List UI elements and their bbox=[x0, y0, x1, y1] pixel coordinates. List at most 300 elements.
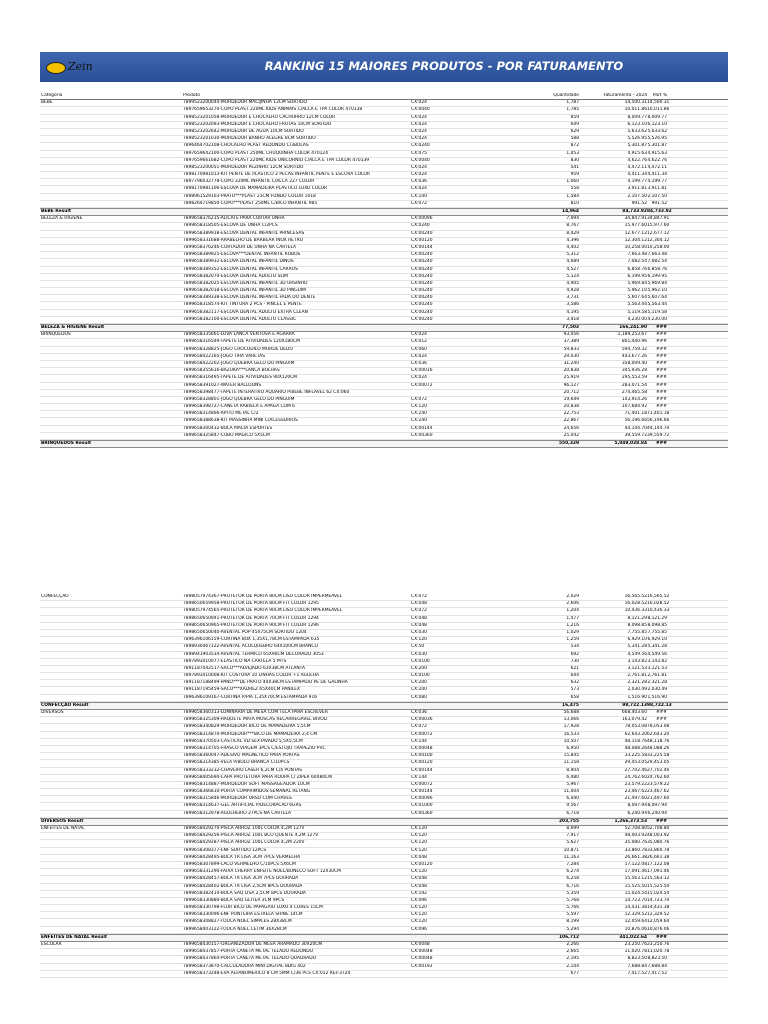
cell-produto-code: CX:00240 bbox=[411, 295, 433, 301]
cell-faturamento: 4,411.34 bbox=[627, 172, 647, 178]
cell-faturamento: 12,059.64 bbox=[624, 919, 647, 925]
cell-produto bbox=[183, 404, 511, 410]
cell-produto-desc: 7898170981013-KIT PENTE DE PLASTICO 2 PECAS INFANTIL PENTE E ESCOVA COLOR bbox=[183, 172, 370, 178]
cell-produto-desc: 7898523201030-MORDEDOR BANHO ALEGRE 8CM SORTIDO bbox=[183, 136, 316, 142]
cell-categoria bbox=[40, 136, 183, 142]
cell-part-extra bbox=[667, 100, 690, 106]
cell-faturamento: 23,467.62 bbox=[624, 789, 647, 795]
table-row bbox=[40, 919, 728, 926]
cell-part-extra bbox=[667, 325, 690, 331]
table-row bbox=[40, 100, 728, 107]
table-row bbox=[40, 317, 728, 324]
cell-quantidade: 658 bbox=[570, 694, 579, 700]
cell-part-extra bbox=[667, 194, 690, 200]
cell-quantidade: 2,029 bbox=[566, 594, 579, 599]
table-row bbox=[40, 151, 728, 158]
cell-quantidade: 1,477 bbox=[566, 615, 579, 621]
cell-quantidade: 77,503 bbox=[562, 325, 579, 330]
cell-categoria bbox=[40, 840, 183, 846]
cell-quantidade: 872 bbox=[570, 143, 579, 149]
cell-produto-desc: 7899658330880-BOLA SAQ GLITER 3CM 9PCS bbox=[183, 897, 285, 903]
cell-produto bbox=[183, 115, 511, 121]
cell-categoria bbox=[40, 891, 183, 897]
cell-quantidade: 6,716 bbox=[566, 883, 579, 889]
cell-part: 4,199.77 bbox=[647, 179, 667, 185]
cell-faturamento: 4,622.76 bbox=[627, 157, 647, 163]
cell-part-extra bbox=[667, 347, 690, 353]
table-row bbox=[40, 840, 728, 847]
table-row bbox=[40, 418, 728, 425]
cell-quantidade: 5,124 bbox=[566, 273, 579, 279]
cell-produto-code: CX:00096 bbox=[411, 216, 433, 222]
cell-categoria: BELEZA & HIGIENE bbox=[41, 216, 83, 222]
cell-categoria bbox=[40, 775, 183, 781]
cell-produto-desc: 7899658405694-CAPA PROTETORA PARA ROUPA C/ ZIPER 60X80CM bbox=[183, 774, 333, 780]
table-row bbox=[40, 115, 728, 122]
cell-part-extra bbox=[667, 122, 690, 128]
table-row bbox=[40, 122, 728, 129]
cell-quantidade: 20,712 bbox=[563, 389, 579, 395]
cell-produto-code: CX:00072 bbox=[411, 781, 433, 787]
cell-part: 2,321.28 bbox=[647, 680, 667, 686]
cell-part-extra bbox=[667, 768, 690, 774]
cell-faturamento: 62,643.20 bbox=[624, 731, 647, 737]
cell-categoria bbox=[40, 949, 183, 955]
cell-quantidade: 632 bbox=[570, 680, 579, 686]
cell-produto bbox=[183, 129, 511, 135]
cell-part: ### bbox=[655, 396, 667, 402]
cell-categoria bbox=[40, 760, 183, 766]
cell-faturamento: 3,121.53 bbox=[627, 665, 647, 671]
table-row bbox=[40, 971, 728, 978]
cell-produto-code: CX:200 bbox=[411, 680, 427, 686]
cell-produto bbox=[183, 687, 511, 693]
cell-part: 15,024.54 bbox=[647, 890, 670, 896]
cell-quantidade: 3,418 bbox=[566, 316, 579, 322]
cell-produto-desc: 7899658355616-BAZUKA***LANCA BOLHAS bbox=[183, 368, 280, 374]
cell-faturamento: 1,266,373.53 bbox=[614, 818, 647, 824]
cell-produto-code: CX:120 bbox=[411, 637, 427, 643]
table-row bbox=[40, 891, 728, 898]
cell-quantidade: 8,767 bbox=[566, 223, 579, 229]
cell-produto-code: CX:120 bbox=[411, 912, 427, 918]
cell-faturamento: 35,080.76 bbox=[624, 840, 647, 846]
cell-part-extra bbox=[667, 310, 690, 316]
cell-faturamento: 5,962.10 bbox=[627, 288, 647, 294]
cell-faturamento: 7,417.52 bbox=[627, 970, 647, 976]
cell-produto-desc: 7899658429287-PISCA ARROZ 100L COLOR 4,2M 220V bbox=[183, 840, 305, 846]
cell-produto-code: CX:00096 bbox=[411, 796, 433, 802]
cell-produto bbox=[183, 411, 511, 417]
cell-produto-desc: 7891187042517-SACO***ALVEJADO 63X38CM ATLANTA bbox=[183, 665, 305, 671]
cell-quantidade: 5,312 bbox=[566, 252, 579, 258]
logo-oval-icon bbox=[46, 62, 66, 74]
cell-produto-desc: 7899658376215-ALICATE PARA CORTAR UNHA bbox=[183, 216, 285, 222]
cell-categoria: BRINQUEDOS Result bbox=[41, 441, 92, 446]
cell-produto-code: CX:0240 bbox=[411, 143, 430, 149]
cell-produto bbox=[183, 151, 511, 157]
cell-produto bbox=[183, 186, 511, 192]
table-row bbox=[40, 956, 728, 963]
cell-produto-desc: 7899658315846-MORDEDOR URSO COM CHAVES bbox=[183, 796, 292, 802]
cell-quantidade: 677 bbox=[570, 970, 579, 976]
cell-quantidade: 4,905 bbox=[566, 280, 579, 286]
cell-produto-code: CX:072 bbox=[411, 608, 427, 614]
cell-produto-code: CX:120 bbox=[411, 919, 427, 925]
table-row bbox=[40, 136, 728, 143]
ranking-table-page-2 bbox=[40, 594, 728, 978]
cell-part: 12,059.64 bbox=[647, 919, 670, 925]
cell-produto-code: CX:030 bbox=[411, 629, 427, 635]
cell-part-extra bbox=[667, 158, 690, 164]
cell-produto bbox=[183, 644, 511, 650]
cell-categoria bbox=[40, 687, 183, 693]
cell-part-extra bbox=[667, 361, 690, 367]
cell-quantidade: 6,480 bbox=[566, 774, 579, 780]
cell-quantidade: 4,396 bbox=[566, 237, 579, 243]
cell-produto bbox=[183, 760, 511, 766]
cell-produto-desc: 7899658428402-BOLA TR LISA 2,5CM 8PCS DOURADA bbox=[183, 883, 303, 889]
cell-quantidade: 24,656 bbox=[563, 425, 579, 431]
cell-quantidade: 10,871 bbox=[563, 847, 579, 853]
table-row bbox=[40, 826, 728, 833]
cell-quantidade: 621 bbox=[570, 665, 579, 671]
cell-part: 4,622.76 bbox=[647, 157, 667, 163]
cell-produto-desc: 7899658335661-LUVA LANCA VENTOSA E AGARRA bbox=[183, 332, 295, 338]
cell-quantidade: 5,597 bbox=[566, 912, 579, 918]
cell-produto bbox=[183, 339, 511, 345]
table-row bbox=[40, 601, 728, 608]
cell-faturamento: 4,472.11 bbox=[627, 164, 647, 170]
cell-quantidade: 534 bbox=[570, 644, 579, 650]
cell-faturamento: 98,722.13 bbox=[622, 702, 647, 708]
cell-quantidade: 644 bbox=[570, 673, 579, 679]
cell-part-extra bbox=[667, 151, 690, 157]
cell-faturamento: 8,823.50 bbox=[627, 956, 647, 962]
cell-faturamento: 7,082.54 bbox=[627, 259, 647, 265]
cell-produto-desc: 7899658325847-CUBO MAGICO 5X5CM bbox=[183, 432, 270, 438]
cell-produto-code: CX:144 bbox=[411, 774, 427, 780]
table-row bbox=[40, 302, 728, 309]
cell-quantidade: 5,627 bbox=[566, 840, 579, 846]
table-row bbox=[40, 964, 728, 971]
cell-produto-code: CX:200 bbox=[411, 665, 427, 671]
cell-produto-desc: 7899658389932-ESCOVA DENTAL INFANTIL DINOS bbox=[183, 259, 294, 265]
cell-part-extra bbox=[667, 252, 690, 258]
cell-produto bbox=[183, 855, 511, 861]
cell-part: 17,091.46 bbox=[647, 869, 670, 875]
cell-produto-desc: 7899658330096-ENF PONTEIRA ESTRELA SHINE 14CM bbox=[183, 912, 303, 918]
table-row bbox=[40, 238, 728, 245]
cell-faturamento: 14,500.31 bbox=[624, 100, 647, 106]
table-row bbox=[40, 796, 728, 803]
cell-part-extra bbox=[667, 819, 690, 825]
cell-part-extra bbox=[667, 862, 690, 868]
cell-faturamento: 991.52 bbox=[631, 200, 647, 206]
cell-faturamento: 801,440.96 bbox=[621, 339, 647, 345]
cell-faturamento: 3,911.81 bbox=[627, 186, 647, 192]
cell-faturamento: 48,118.76 bbox=[624, 738, 647, 744]
cell-part: ### bbox=[655, 818, 667, 824]
cell-produto bbox=[183, 274, 511, 280]
cell-produto-code: CX:120 bbox=[411, 847, 427, 853]
cell-produto bbox=[183, 898, 511, 904]
cell-produto bbox=[183, 768, 511, 774]
table-row bbox=[40, 746, 728, 753]
cell-produto-desc: 7899658422202-JOGO QUEBRA GELO DO PINGUIM bbox=[183, 360, 295, 366]
cell-part-extra bbox=[667, 404, 690, 410]
cell-part-extra bbox=[667, 433, 690, 439]
cell-quantidade: 649 bbox=[570, 121, 579, 127]
cell-categoria bbox=[40, 259, 183, 265]
cell-produto-code: CX:00072 bbox=[411, 731, 433, 737]
cell-part-extra bbox=[667, 796, 690, 802]
cell-quantidade: 1,785 bbox=[566, 107, 579, 113]
cell-categoria bbox=[40, 179, 183, 185]
table-row bbox=[40, 949, 728, 956]
cell-produto-code: CX:048 bbox=[411, 622, 427, 628]
cell-quantidade: 4,195 bbox=[566, 309, 579, 315]
cell-faturamento: 4,549.56 bbox=[627, 651, 647, 657]
cell-quantidade: 959 bbox=[570, 172, 579, 178]
cell-quantidade: 5,766 bbox=[566, 905, 579, 911]
cell-faturamento: 163,079.42 bbox=[621, 717, 647, 723]
cell-produto-desc: 7899658300432-BOLA MACIA ESPORTES bbox=[183, 425, 273, 431]
cell-part: 6,858.76 bbox=[647, 266, 667, 272]
table-row bbox=[40, 390, 728, 397]
cell-faturamento: 8,121.29 bbox=[627, 615, 647, 621]
cell-part: 8,098.85 bbox=[647, 622, 667, 628]
cell-produto bbox=[183, 891, 511, 897]
cell-produto bbox=[183, 194, 511, 200]
cell-produto-desc: 7899658382070-ESCOVA DENTAL ADULTO SLIM bbox=[183, 273, 288, 279]
cell-produto bbox=[183, 724, 511, 730]
cell-produto-code: CX:072 bbox=[411, 396, 427, 402]
cell-quantidade: 31,240 bbox=[563, 360, 579, 366]
cell-part: 44,144.70 bbox=[647, 425, 670, 431]
cell-faturamento: 48,003.92 bbox=[624, 833, 647, 839]
cell-produto-code: CX:0048 bbox=[411, 942, 430, 947]
cell-part: ### bbox=[655, 404, 667, 410]
cell-produto-desc: 7899658360047-ADESIVO MAGNETICO PARA PORTAS bbox=[183, 753, 300, 759]
cell-produto-desc: 7899658318574-KIT TINTURA 2 PCS - PINCEL E PENTE bbox=[183, 302, 302, 308]
cell-produto-desc: 7899658437864-PORTA CANETA METAL TELADO QUADRADO bbox=[183, 956, 317, 962]
cell-part: ### bbox=[655, 325, 667, 330]
table-row bbox=[40, 717, 728, 724]
cell-produto bbox=[183, 433, 511, 439]
cell-part-extra bbox=[667, 724, 690, 730]
cell-categoria bbox=[40, 165, 183, 171]
cell-produto bbox=[183, 680, 511, 686]
table-row bbox=[40, 354, 728, 361]
cell-part-extra bbox=[667, 186, 690, 192]
cell-categoria bbox=[40, 630, 183, 636]
cell-quantidade: 4,689 bbox=[566, 259, 579, 265]
cell-produto-desc: 7899658318505-ESCOVA DE UNHA C/2PCS bbox=[183, 223, 278, 229]
table-row bbox=[40, 803, 728, 810]
cell-part-extra bbox=[667, 274, 690, 280]
cell-part: 10,436.33 bbox=[647, 608, 670, 614]
cell-produto bbox=[183, 826, 511, 832]
cell-part-extra bbox=[667, 332, 690, 338]
cell-produto bbox=[183, 796, 511, 802]
cell-faturamento: 8,098.85 bbox=[627, 622, 647, 628]
cell-part-extra bbox=[667, 616, 690, 622]
cell-part-extra bbox=[667, 136, 690, 142]
table-row bbox=[40, 616, 728, 623]
cell-produto-desc: 7899658325309-RAQUETE MATA MOSCAS RECARREGAVEL BIVOLT bbox=[183, 717, 329, 723]
cell-part-extra bbox=[667, 397, 690, 403]
table-row bbox=[40, 884, 728, 891]
cell-produto bbox=[183, 811, 511, 817]
cell-faturamento: 23,579.22 bbox=[624, 781, 647, 787]
cell-categoria: ENFEITES DE NATAL bbox=[41, 826, 85, 831]
cell-quantidade: 11,004 bbox=[563, 789, 579, 795]
cell-part-extra bbox=[667, 840, 690, 846]
cell-faturamento: 12,677.12 bbox=[624, 230, 647, 236]
cell-part: 5,301.87 bbox=[647, 143, 667, 149]
cell-quantidade: 203,755 bbox=[559, 818, 579, 824]
cell-categoria: ESCOLAR bbox=[41, 942, 62, 947]
cell-produto bbox=[183, 703, 511, 709]
cell-categoria: DIVERSOS bbox=[41, 710, 64, 715]
cell-quantidade: 25,919 bbox=[563, 375, 579, 381]
col-header-faturamento: Faturamento - 2024 bbox=[603, 93, 647, 98]
cell-produto-code: CX:00036 bbox=[411, 717, 433, 723]
table-row bbox=[40, 332, 728, 339]
cell-produto bbox=[183, 165, 511, 171]
cell-quantidade: 19,649 bbox=[563, 396, 579, 402]
cell-part-extra bbox=[667, 898, 690, 904]
cell-part-extra bbox=[667, 418, 690, 424]
cell-part: 2,107.50 bbox=[647, 193, 667, 199]
cell-quantidade: 106,712 bbox=[559, 934, 579, 940]
cell-part-extra bbox=[667, 949, 690, 955]
cell-quantidade: 5,967 bbox=[566, 781, 579, 787]
cell-produto bbox=[183, 732, 511, 738]
cell-produto bbox=[183, 245, 511, 251]
cell-quantidade: 22,753 bbox=[563, 411, 579, 417]
cell-produto-desc: 7899658373870-CALCULADORA MINI DIGITAL 8DIG 402 bbox=[183, 963, 306, 969]
cell-quantidade: 6,274 bbox=[566, 869, 579, 875]
cell-produto-desc: 7899658314870-MORDEDOR***BICO DE MAMADEIRA 2,4 CM bbox=[183, 731, 318, 737]
table-row bbox=[40, 710, 728, 717]
cell-categoria bbox=[40, 404, 183, 410]
table-row bbox=[40, 782, 728, 789]
cell-produto bbox=[183, 840, 511, 846]
table-row bbox=[40, 201, 728, 208]
cell-produto-code: CX:075 bbox=[411, 150, 427, 156]
cell-part: 5,633.62 bbox=[647, 128, 667, 134]
cell-part: 991.52 bbox=[651, 200, 667, 206]
cell-produto-desc: 7899658331290-FAIXA CHERRY ENFEITE NOEL/BONECO SOFT 12X30CM bbox=[183, 869, 341, 875]
cell-produto-desc: 7898523202642-MORDEDOR DE AGUA 10CM SORTIDO bbox=[183, 128, 304, 134]
cell-quantidade: 56,688 bbox=[563, 710, 579, 715]
table-row bbox=[40, 666, 728, 673]
cell-produto-code: CX:0100 bbox=[411, 658, 430, 664]
table-row bbox=[40, 339, 728, 346]
cell-produto-code: CX:120 bbox=[411, 869, 427, 875]
cell-quantidade: 1,584 bbox=[566, 193, 579, 199]
cell-categoria: ENFEITES DE NATAL Result bbox=[41, 934, 107, 940]
cell-faturamento: 84,733.92 bbox=[622, 209, 647, 214]
cell-part: 12,304.12 bbox=[647, 237, 670, 243]
table-row bbox=[40, 143, 728, 150]
cell-faturamento: 6,929.10 bbox=[627, 637, 647, 643]
cell-faturamento: 4,915.63 bbox=[627, 150, 647, 156]
cell-produto-code: CX:00120 bbox=[411, 760, 433, 766]
cell-quantidade: 4,928 bbox=[566, 288, 579, 294]
cell-part-extra bbox=[667, 383, 690, 389]
cell-produto-code: CX:00240 bbox=[411, 273, 433, 279]
cell-produto-code: CX:00100 bbox=[411, 753, 433, 759]
cell-part-extra bbox=[667, 789, 690, 795]
cell-produto bbox=[183, 418, 511, 424]
cell-categoria bbox=[40, 375, 183, 381]
cell-quantidade: 20,838 bbox=[563, 368, 579, 374]
cell-part: 48,088.26 bbox=[647, 745, 670, 751]
cell-produto-desc: 7899658398727-CANETA RABISCA E APAGA COM 6 bbox=[183, 404, 295, 410]
cell-produto bbox=[183, 122, 511, 128]
cell-produto bbox=[183, 347, 511, 353]
cell-produto-code: CX:00048 bbox=[411, 745, 433, 751]
cell-part-extra bbox=[667, 703, 690, 709]
cell-part-extra bbox=[667, 760, 690, 766]
cell-quantidade: 96,127 bbox=[563, 382, 579, 388]
cell-part: ### bbox=[655, 717, 667, 723]
cell-produto bbox=[183, 862, 511, 868]
cell-produto-desc: 7899658429256-PISCA ARROZ 100L BCO QUENTE 4,2M 127V bbox=[183, 833, 319, 839]
cell-produto bbox=[183, 789, 511, 795]
cell-produto bbox=[183, 302, 511, 308]
cell-faturamento: 6,240.94 bbox=[627, 810, 647, 816]
cell-produto-desc: 7899658316495-TAPETE DE ATIVIDADES 90X120CM bbox=[183, 375, 298, 381]
cell-produto-desc: 7899658376246-CORTADOR DE UNHA NA CARTELA bbox=[183, 244, 297, 250]
cell-quantidade: 573 bbox=[570, 687, 579, 693]
cell-faturamento: 5,119.58 bbox=[627, 309, 647, 315]
cell-faturamento: 24,762.60 bbox=[624, 774, 647, 780]
table-row bbox=[40, 687, 728, 694]
cell-produto-desc: 7899658422165-JOGO TIRA VARETAS bbox=[183, 353, 266, 359]
cell-produto-code: CX:072 bbox=[411, 724, 427, 730]
cell-produto-code: CX:048 bbox=[411, 601, 427, 607]
cell-part-extra bbox=[667, 833, 690, 839]
cell-faturamento: 143,914.26 bbox=[621, 396, 647, 402]
cell-part-extra bbox=[667, 354, 690, 360]
cell-faturamento: 15,024.54 bbox=[624, 890, 647, 896]
table-row bbox=[40, 426, 728, 433]
cell-quantidade: 6,950 bbox=[566, 745, 579, 751]
cell-produto-desc: 7899658382018-ESCOVA DENTAL INFANTIL 3D PINGUIM bbox=[183, 288, 306, 294]
table-row bbox=[40, 252, 728, 259]
cell-produto bbox=[183, 426, 511, 432]
cell-quantidade: 16,533 bbox=[563, 731, 579, 737]
cell-part: 5,563.44 bbox=[647, 302, 667, 308]
cell-categoria: BEBE Result bbox=[41, 209, 71, 214]
cell-part: 16,028.52 bbox=[647, 601, 670, 607]
cell-faturamento: 10,258.00 bbox=[624, 244, 647, 250]
cell-part: 15,563.12 bbox=[647, 876, 670, 882]
cell-produto-code: CX:00240 bbox=[411, 259, 433, 265]
cell-produto bbox=[183, 623, 511, 629]
cell-part-extra bbox=[667, 267, 690, 273]
cell-produto-code: CX:50 bbox=[411, 644, 425, 650]
cell-produto-code: CX:00016 bbox=[411, 368, 433, 374]
report-title: RANKING 15 MAIORES PRODUTOS - POR FATURAMENTO bbox=[264, 59, 624, 73]
table-row bbox=[40, 267, 728, 274]
cell-part-extra bbox=[667, 165, 690, 171]
cell-produto bbox=[183, 746, 511, 752]
